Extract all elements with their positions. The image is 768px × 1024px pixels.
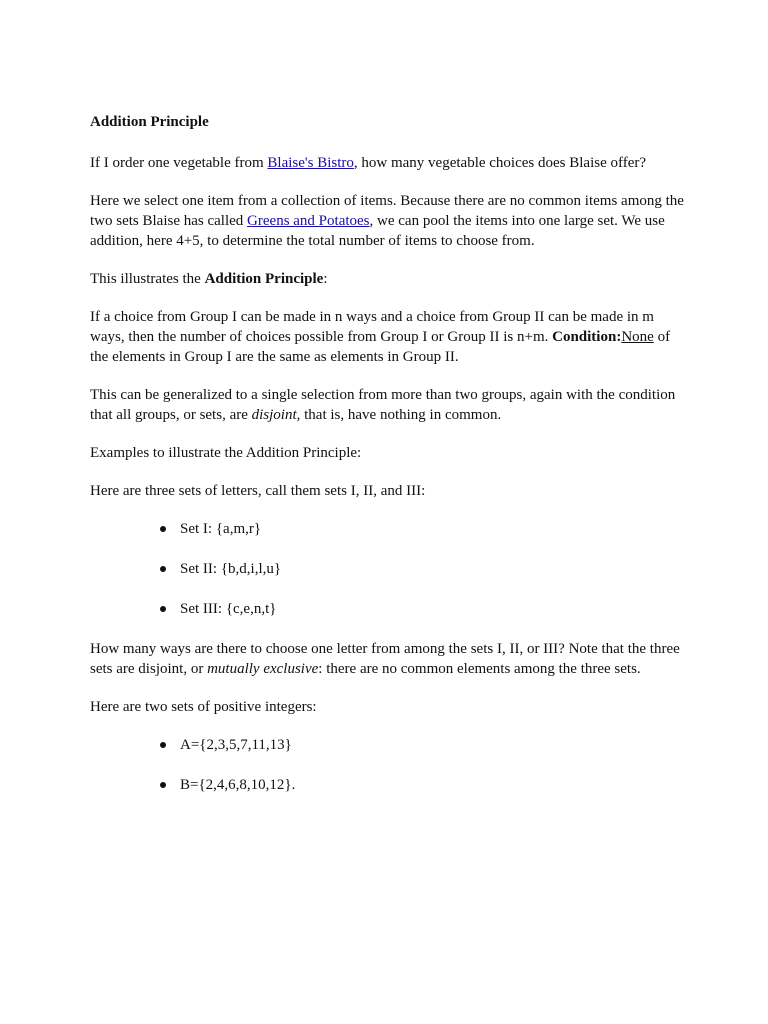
- paragraph-integer-sets-intro: Here are two sets of positive integers:: [90, 699, 317, 715]
- paragraph-generalization: This can be generalized to a single selection from more than two groups, again with the condition that all groups, or sets, are disjoint, that is, have nothing in common.: [90, 387, 676, 423]
- paragraph-examples-intro: Examples to illustrate the Addition Principle:: [90, 445, 362, 461]
- document-page: [90, 110, 690, 815]
- letter-sets-list: [90, 519, 690, 619]
- blaises-bistro-link[interactable]: Blaise's Bistro: [267, 155, 354, 171]
- greens-and-potatoes-link[interactable]: Greens and Potatoes: [247, 213, 370, 229]
- paragraph-bistro-question: If I order one vegetable from Blaise's Bistro, how many vegetable choices does Blaise offer?: [90, 155, 647, 171]
- list-item: Set II: {b,d,i,l,u}: [180, 559, 690, 579]
- list-item: Set III: {c,e,n,t}: [180, 599, 690, 619]
- integer-sets-list: [90, 735, 690, 795]
- paragraph-illustrates: This illustrates the Addition Principle:: [90, 271, 328, 287]
- page-title: Addition Principle: [90, 114, 209, 130]
- list-item: B={2,4,6,8,10,12}.: [180, 775, 690, 795]
- paragraph-letter-sets-intro: Here are three sets of letters, call them sets I, II, and III:: [90, 483, 426, 499]
- paragraph-pooling: Here we select one item from a collection of items. Because there are no common items among the two sets Blaise has called Greens and Potatoes, we can pool the items into one large set. We use addition, here 4+5, to determine the total number of items to choose from.: [90, 193, 684, 249]
- list-item: A={2,3,5,7,11,13}: [180, 735, 690, 755]
- list-item: Set I: {a,m,r}: [180, 519, 690, 539]
- paragraph-disjoint-question: How many ways are there to choose one letter from among the sets I, II, or III? Note that the three sets are disjoint, or mutually exclusive: there are no common elements among the three sets.: [90, 641, 680, 677]
- paragraph-principle-definition: If a choice from Group I can be made in n ways and a choice from Group II can be made in m ways, then the number of choices possible from Group I or Group II is n+m. Condition:None of the elements in Group I are the same as elements in Group II.: [90, 309, 671, 365]
